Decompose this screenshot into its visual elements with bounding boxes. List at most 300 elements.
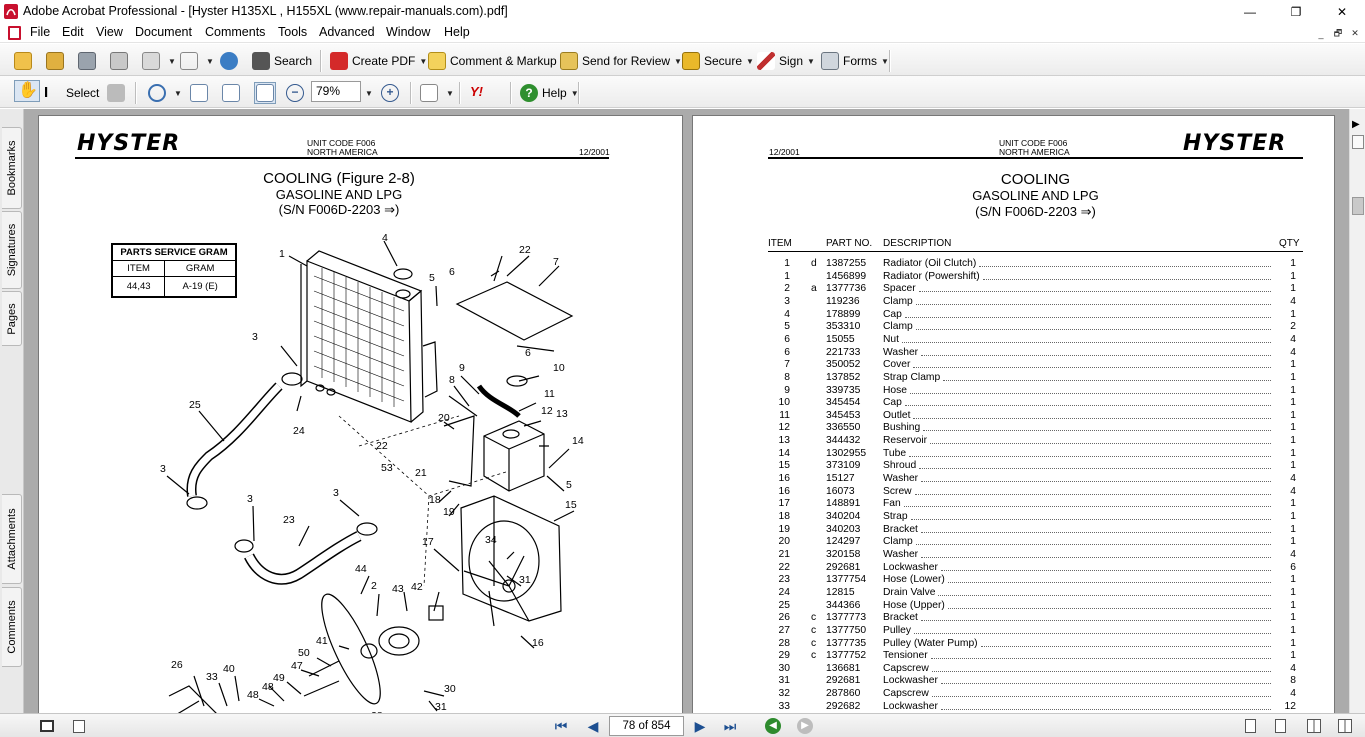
- code-cell: d: [811, 258, 817, 269]
- description-cell: Reservoir: [883, 435, 928, 447]
- radiator-top: [307, 251, 421, 301]
- document-viewer[interactable]: [24, 109, 1349, 713]
- item-cell: 28: [778, 637, 790, 649]
- menu-view[interactable]: View: [96, 25, 123, 39]
- item-cell: 25: [778, 599, 790, 611]
- create-pdf-icon: [330, 52, 348, 70]
- search-button[interactable]: [252, 50, 312, 72]
- callout: 3: [333, 487, 339, 499]
- camera-icon: [107, 84, 125, 102]
- col-header-part: PART NO.: [826, 238, 873, 249]
- zoom-out-button[interactable]: [286, 82, 308, 104]
- leader-dots: [932, 696, 1271, 697]
- facing-icon: [1307, 719, 1321, 733]
- back-arrow-icon: ◀: [765, 718, 781, 734]
- psg-gram: A-19 (E): [165, 277, 236, 297]
- item-cell: 18: [778, 511, 790, 522]
- table-row: [693, 460, 1336, 472]
- table-row: [693, 498, 1336, 510]
- callout: 7: [553, 256, 559, 268]
- scrollbar-thumb[interactable]: [1352, 197, 1364, 215]
- table-row: [693, 258, 1336, 270]
- continuous-button[interactable]: [1272, 717, 1288, 735]
- menu-help[interactable]: Help: [444, 25, 470, 39]
- psg-item: 44,43: [112, 277, 165, 297]
- unit-code: UNIT CODE F006: [307, 138, 376, 148]
- doc-minimize-button[interactable]: _: [1318, 28, 1324, 39]
- table-row: [693, 625, 1336, 637]
- table-row: [693, 271, 1336, 283]
- description-cell: Drain Valve: [883, 586, 936, 598]
- select-tool-button[interactable]: [44, 82, 99, 104]
- description-cell: Outlet: [883, 409, 911, 421]
- part-number-cell: 373109: [826, 460, 861, 472]
- callout-numbers: [160, 232, 584, 713]
- page-subtitle: GASOLINE AND LPG: [275, 187, 403, 202]
- callout: 42: [411, 581, 423, 593]
- description-cell: Cap: [883, 397, 902, 409]
- description-cell: Hose (Lower): [883, 574, 945, 586]
- code-cell: c: [811, 650, 817, 662]
- tab-pages-label: Pages: [5, 302, 18, 335]
- vertical-scrollbar[interactable]: [1349, 109, 1365, 713]
- radiator-cap: [394, 269, 412, 279]
- first-page-button[interactable]: ⏮: [554, 717, 568, 734]
- zoom-in-button[interactable]: [381, 82, 403, 104]
- qty-cell: 4: [1290, 295, 1296, 307]
- window-title: Adobe Acrobat Professional - [Hyster H135XL , H155XL (www.repair-manuals.com).pdf]: [23, 4, 508, 18]
- sign-label: Sign: [779, 54, 804, 68]
- next-view-button[interactable]: [795, 717, 815, 735]
- part-number-cell: 119236: [826, 295, 860, 307]
- toolbar-separator: [320, 50, 322, 72]
- help-button[interactable]: [520, 82, 579, 104]
- item-cell: 5: [784, 321, 790, 333]
- description-cell: Tensioner: [883, 650, 928, 662]
- fan-shroud: [461, 496, 561, 621]
- leader-dots: [911, 519, 1271, 520]
- callout: 44: [355, 563, 367, 575]
- table-header-rule: [768, 251, 1303, 252]
- qty-cell: 12: [1284, 700, 1296, 712]
- item-cell: 16: [778, 473, 790, 485]
- region: NORTH AMERICA: [307, 147, 378, 157]
- description-cell: Bracket: [883, 612, 918, 624]
- description-cell: Hose (Upper): [883, 599, 945, 611]
- callout: 14: [572, 435, 584, 447]
- col-header-desc: DESCRIPTION: [883, 238, 952, 249]
- sign-button[interactable]: [757, 50, 815, 72]
- chevron-down-icon: ▼: [807, 56, 815, 66]
- previous-page-button[interactable]: ◀: [587, 717, 599, 734]
- qty-cell: 1: [1290, 498, 1296, 510]
- rotate-button[interactable]: [420, 82, 454, 104]
- facing-button[interactable]: [1305, 717, 1323, 735]
- toolbar-separator: [410, 82, 412, 104]
- item-cell: 6: [784, 333, 790, 345]
- page-title: COOLING: [1000, 171, 1071, 188]
- part-number-cell: 345453: [826, 409, 861, 421]
- previous-view-button[interactable]: [763, 717, 783, 735]
- menu-window[interactable]: Window: [386, 25, 431, 39]
- callout: 41: [316, 635, 328, 647]
- status-bar: [0, 713, 1365, 737]
- title-bar: [0, 0, 1365, 23]
- menu-document[interactable]: Document: [135, 25, 192, 39]
- callout: 20: [438, 412, 450, 424]
- header-rule: [768, 157, 1303, 159]
- qty-cell: 8: [1290, 675, 1296, 687]
- callout: 11: [544, 388, 555, 400]
- item-cell: 32: [778, 688, 790, 700]
- chevron-down-icon: ▼: [446, 88, 454, 98]
- qty-cell: 1: [1290, 422, 1296, 434]
- callout: 6: [449, 266, 455, 278]
- description-cell: Pulley (Water Pump): [883, 637, 978, 649]
- description-cell: Spacer: [883, 283, 916, 295]
- tab-comments[interactable]: [2, 587, 22, 667]
- print-button[interactable]: [110, 50, 132, 72]
- fit-page-button[interactable]: [222, 82, 244, 104]
- hand-icon: ✋: [18, 82, 38, 99]
- part-number-cell: 136681: [826, 662, 861, 674]
- create-pdf-button[interactable]: [330, 50, 427, 72]
- chevron-down-icon: ▼: [419, 56, 428, 66]
- qty-cell: 1: [1290, 435, 1296, 447]
- split-view-button[interactable]: [1352, 135, 1364, 149]
- help-label: Help: [542, 86, 567, 100]
- floppy-icon: [78, 52, 96, 70]
- callout: 15: [565, 499, 577, 511]
- part-number-cell: 353310: [826, 321, 861, 333]
- yahoo-search-button[interactable]: [470, 82, 504, 104]
- minimize-button[interactable]: —: [1244, 4, 1256, 19]
- qty-cell: 4: [1290, 688, 1296, 700]
- description-cell: Pulley: [883, 624, 912, 636]
- cooling-exploded-diagram: [39, 116, 684, 713]
- item-cell: 24: [778, 586, 790, 598]
- item-cell: 26: [778, 612, 790, 624]
- qty-cell: 1: [1290, 397, 1296, 409]
- minus-circle-icon: −: [286, 84, 304, 102]
- leader-dots: [905, 317, 1271, 318]
- leader-dots: [915, 494, 1271, 495]
- email-button[interactable]: [142, 50, 176, 72]
- item-cell: 1: [784, 258, 790, 269]
- next-page-button[interactable]: ▶: [694, 717, 706, 734]
- hyster-logo: HYSTER: [1183, 131, 1287, 156]
- callout: 22: [376, 440, 388, 452]
- menu-file[interactable]: File: [30, 25, 51, 39]
- toolbar-separator: [459, 82, 461, 104]
- leader-dots: [916, 329, 1271, 330]
- qty-cell: 1: [1290, 371, 1296, 383]
- page-number-input[interactable]: 78 of 854: [609, 716, 684, 736]
- reservoir-cap: [507, 376, 527, 386]
- qty-cell: 4: [1290, 485, 1296, 497]
- printer-icon: [110, 52, 128, 70]
- menu-advanced[interactable]: Advanced: [319, 25, 375, 39]
- send-review-button[interactable]: [560, 50, 682, 72]
- callout: 16: [532, 637, 544, 649]
- qty-cell: 1: [1290, 586, 1296, 598]
- qty-cell: 1: [1290, 384, 1296, 396]
- description-cell: Washer: [883, 346, 919, 358]
- qty-cell: 1: [1290, 511, 1296, 522]
- leader-dots: [931, 658, 1271, 659]
- table-row: [693, 347, 1336, 359]
- actual-size-button[interactable]: [190, 82, 212, 104]
- psg-col-item: ITEM: [112, 261, 165, 277]
- description-cell: Nut: [883, 333, 900, 345]
- callout: 50: [298, 647, 310, 659]
- item-cell: 12: [778, 422, 790, 434]
- fit-width-icon: [256, 84, 274, 102]
- zoom-dropdown-button[interactable]: [361, 82, 373, 104]
- qty-cell: 1: [1290, 308, 1296, 320]
- part-number-cell: 16073: [826, 485, 855, 497]
- forms-icon: [821, 52, 839, 70]
- item-cell: 11: [779, 409, 790, 421]
- table-row: [693, 448, 1336, 460]
- qty-cell: 1: [1290, 599, 1296, 611]
- scroll-right-arrow-icon[interactable]: ▶: [1352, 119, 1360, 130]
- reservoir: [484, 421, 544, 491]
- part-number-cell: 1377736: [826, 283, 867, 295]
- psg-col-gram: GRAM: [165, 261, 236, 277]
- document-properties-button[interactable]: [70, 717, 88, 735]
- hyster-logo: HYSTER: [77, 131, 181, 156]
- organizer-button[interactable]: [46, 50, 68, 72]
- qty-cell: 1: [1290, 574, 1296, 586]
- save-button[interactable]: [78, 50, 100, 72]
- snapshot-button[interactable]: [107, 82, 129, 104]
- part-number-cell: 1377752: [826, 650, 867, 662]
- part-number-cell: 15055: [826, 333, 855, 345]
- toolbar-separator: [135, 82, 137, 104]
- plus-circle-icon: +: [381, 84, 399, 102]
- table-row: [693, 536, 1336, 548]
- binoculars-icon: [252, 52, 270, 70]
- lock-icon: [682, 52, 700, 70]
- part-number-cell: 292681: [826, 561, 861, 573]
- callout: 3: [252, 331, 258, 343]
- col-header-qty: QTY: [1279, 238, 1300, 249]
- tab-attachments-label: Attachments: [5, 508, 18, 570]
- email-icon: [142, 52, 160, 70]
- qty-cell: 4: [1290, 548, 1296, 560]
- continuous-facing-icon: [1338, 719, 1352, 733]
- chevron-down-icon: ▼: [881, 56, 889, 66]
- table-row: [693, 486, 1336, 498]
- part-number-cell: 345454: [826, 397, 861, 409]
- item-cell: 3: [784, 295, 790, 307]
- maximize-button[interactable]: ❐: [1290, 4, 1302, 19]
- right-page: [692, 115, 1335, 713]
- callout: 5: [566, 479, 572, 491]
- item-cell: 21: [778, 548, 790, 560]
- tab-signatures[interactable]: [2, 211, 22, 289]
- attach-button[interactable]: [180, 50, 214, 72]
- table-row: [693, 397, 1336, 409]
- hand-tool-button[interactable]: [14, 80, 40, 102]
- doc-restore-button[interactable]: 🗗: [1333, 27, 1343, 38]
- tab-pages[interactable]: [2, 291, 22, 346]
- callout: 6: [525, 347, 531, 359]
- callout: 48: [247, 689, 259, 701]
- table-row: [693, 511, 1336, 523]
- item-cell: 30: [778, 662, 790, 674]
- single-page-icon: [1245, 719, 1256, 733]
- page-icon: [73, 720, 85, 733]
- chevron-down-icon: ▼: [174, 88, 182, 98]
- leader-dots: [941, 709, 1271, 710]
- pulley: [379, 627, 419, 655]
- last-page-button[interactable]: ⏭: [723, 717, 737, 734]
- comment-markup-label: Comment & Markup: [450, 54, 557, 68]
- secure-button[interactable]: [682, 50, 754, 72]
- description-cell: Washer: [883, 473, 919, 485]
- table-row: [693, 574, 1336, 586]
- leader-dots: [909, 456, 1271, 457]
- table-row: [693, 385, 1336, 397]
- toolbar-separator: [889, 50, 891, 72]
- cover-plate: [457, 282, 572, 340]
- toolbar-separator: [578, 82, 580, 104]
- item-cell: 17: [778, 498, 790, 510]
- close-button[interactable]: ✕: [1336, 4, 1348, 19]
- callout: 34: [485, 534, 497, 546]
- document-icon: [8, 26, 21, 40]
- web-button[interactable]: [220, 50, 242, 72]
- qty-cell: 1: [1290, 359, 1296, 371]
- description-cell: Fan: [883, 498, 901, 510]
- comment-markup-button[interactable]: [428, 50, 569, 72]
- leader-dots: [919, 468, 1271, 469]
- chevron-down-icon: ▼: [674, 56, 682, 66]
- part-number-cell: 1377773: [826, 612, 867, 624]
- view-toolbar: [0, 76, 1365, 108]
- callout: 12: [541, 405, 553, 417]
- doc-close-button[interactable]: ✕: [1351, 28, 1359, 38]
- tab-comments-label: Comments: [5, 600, 18, 654]
- single-page-button[interactable]: [1242, 717, 1258, 735]
- callout: 25: [189, 399, 201, 411]
- table-row: [693, 435, 1336, 447]
- leader-dots: [941, 683, 1271, 684]
- leader-dots: [932, 671, 1271, 672]
- continuous-facing-button[interactable]: [1336, 717, 1354, 735]
- part-number-cell: 1456899: [826, 270, 867, 282]
- leader-dots: [914, 633, 1271, 634]
- continuous-icon: [1275, 719, 1286, 733]
- help-circle-icon: ?: [520, 84, 538, 102]
- description-cell: Strap Clamp: [883, 371, 941, 383]
- page-date: 12/2001: [769, 147, 800, 157]
- navigation-pane-toggle[interactable]: [38, 717, 56, 735]
- leader-dots: [943, 380, 1271, 381]
- part-number-cell: 320158: [826, 548, 861, 560]
- leader-dots: [904, 506, 1271, 507]
- item-cell: 9: [784, 384, 790, 396]
- zoom-tool-button[interactable]: [148, 82, 182, 104]
- menu-comments[interactable]: Comments: [205, 25, 266, 39]
- part-number-cell: 15127: [826, 473, 855, 485]
- menu-edit[interactable]: Edit: [62, 25, 84, 39]
- magnifier-icon: [148, 84, 166, 102]
- qty-cell: 1: [1290, 270, 1296, 282]
- organizer-icon: [46, 52, 64, 70]
- callout: 23: [283, 514, 295, 526]
- callout: 24: [293, 425, 305, 437]
- callout: 31: [435, 701, 447, 713]
- region: NORTH AMERICA: [999, 147, 1070, 157]
- description-cell: Capscrew: [883, 688, 929, 700]
- tab-bookmarks[interactable]: [2, 127, 22, 209]
- description-cell: Radiator (Oil Clutch): [883, 258, 977, 269]
- description-cell: Clamp: [883, 536, 913, 548]
- comment-icon: [428, 52, 446, 70]
- menu-tools[interactable]: Tools: [278, 25, 308, 39]
- table-row: [693, 600, 1336, 612]
- description-cell: Hose: [883, 384, 908, 396]
- table-row: [693, 612, 1336, 624]
- callout: 31: [519, 574, 531, 586]
- callout: 8: [449, 374, 455, 386]
- callout: 30: [444, 683, 456, 695]
- part-number-cell: 1387255: [826, 258, 867, 269]
- chevron-down-icon: ▼: [570, 88, 579, 98]
- item-cell: 27: [778, 624, 790, 636]
- rotate-icon: [420, 84, 438, 102]
- leader-dots: [979, 266, 1271, 267]
- leader-dots: [923, 430, 1271, 431]
- callout: 3: [247, 493, 253, 505]
- page-title: COOLING (Figure 2-8): [263, 170, 415, 187]
- zoom-level-input[interactable]: 79%: [311, 81, 361, 102]
- callout: 49: [273, 672, 285, 684]
- navigation-pane: [0, 109, 24, 713]
- leader-dots: [916, 304, 1271, 305]
- part-number-cell: 12815: [826, 586, 855, 598]
- part-number-cell: 137852: [826, 371, 861, 383]
- tab-attachments[interactable]: [2, 494, 22, 584]
- part-number-cell: 148891: [826, 498, 861, 510]
- forms-button[interactable]: [821, 50, 889, 72]
- table-row: [693, 283, 1336, 295]
- qty-cell: 1: [1290, 536, 1296, 548]
- qty-cell: 4: [1290, 473, 1296, 485]
- callout: 43: [392, 583, 404, 595]
- part-number-cell: 344366: [826, 599, 861, 611]
- part-number-cell: 292682: [826, 700, 861, 712]
- callout: 19: [443, 506, 455, 518]
- table-row: [693, 334, 1336, 346]
- table-row: [693, 359, 1336, 371]
- open-button[interactable]: [14, 50, 36, 72]
- callout: 10: [553, 362, 565, 374]
- table-row: [693, 638, 1336, 650]
- item-cell: 14: [778, 447, 790, 459]
- text-cursor-icon: I: [44, 84, 49, 101]
- leader-dots: [983, 279, 1271, 280]
- leader-dots: [916, 544, 1271, 545]
- description-cell: Tube: [883, 447, 907, 459]
- description-cell: Capscrew: [883, 662, 929, 674]
- item-cell: 22: [778, 561, 790, 573]
- fit-width-button[interactable]: [254, 82, 276, 104]
- pen-icon: [757, 52, 775, 70]
